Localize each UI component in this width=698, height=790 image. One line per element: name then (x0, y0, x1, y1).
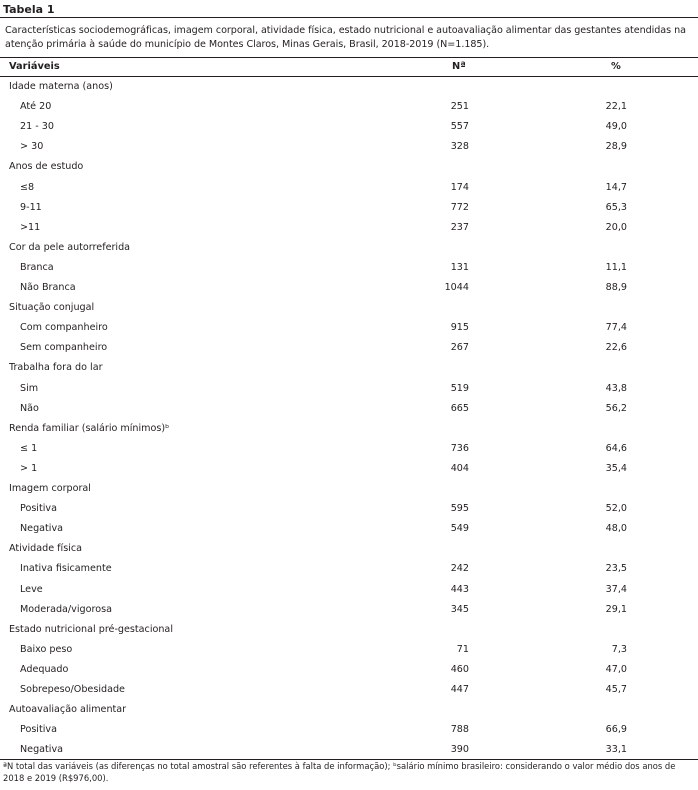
cell-pct: 29,1 (605, 604, 627, 615)
row-label: Sem companheiro (20, 342, 108, 353)
group-label: Idade materna (anos) (9, 81, 113, 92)
group-label: Renda familiar (salário mínimos)ᵇ (9, 423, 170, 434)
cell-pct: 20,0 (605, 222, 627, 233)
cell-n: 328 (450, 141, 469, 152)
row-label: Negativa (20, 744, 64, 755)
cell-n: 595 (450, 503, 469, 514)
row-label: Sim (20, 383, 39, 394)
cell-pct: 23,5 (605, 563, 627, 574)
table-row (0, 500, 698, 518)
cell-pct: 49,0 (605, 121, 627, 132)
cell-n: 915 (450, 322, 469, 333)
row-label: 21 - 30 (20, 121, 54, 132)
table-group-row (0, 540, 698, 558)
row-label: Sobrepeso/Obesidade (20, 684, 125, 695)
table-group-row (0, 359, 698, 377)
table-row (0, 199, 698, 217)
table-group-row (0, 621, 698, 639)
row-label: Baixo peso (20, 644, 73, 655)
cell-n: 131 (450, 262, 469, 273)
row-label: Inativa fisicamente (20, 563, 112, 574)
cell-pct: 33,1 (605, 744, 627, 755)
table-row (0, 741, 698, 759)
cell-pct: 22,1 (605, 101, 627, 112)
cell-pct: 22,6 (605, 342, 627, 353)
cell-pct: 7,3 (611, 644, 627, 655)
row-label: Positiva (20, 503, 57, 514)
table-group-row (0, 158, 698, 176)
row-label: Com companheiro (20, 322, 108, 333)
cell-n: 242 (450, 563, 469, 574)
header-n: Nª (452, 61, 466, 72)
group-label: Cor da pele autorreferida (9, 242, 131, 253)
row-label: Branca (20, 262, 54, 273)
table-group-row (0, 420, 698, 438)
cell-pct: 48,0 (605, 523, 627, 534)
row-label: Adequado (20, 664, 69, 675)
table-group-row (0, 299, 698, 317)
cell-pct: 65,3 (605, 202, 627, 213)
table-row (0, 721, 698, 739)
table-row (0, 520, 698, 538)
table-row (0, 118, 698, 136)
row-label: Moderada/vigorosa (20, 604, 112, 615)
table-row (0, 581, 698, 599)
cell-n: 557 (450, 121, 469, 132)
cell-pct: 47,0 (605, 664, 627, 675)
group-label: Imagem corporal (9, 483, 91, 494)
cell-pct: 45,7 (605, 684, 627, 695)
table-row (0, 380, 698, 398)
row-label: Até 20 (20, 101, 52, 112)
table-row (0, 440, 698, 458)
table-title: Tabela 1 (3, 3, 55, 16)
table-row (0, 400, 698, 418)
cell-pct: 64,6 (605, 443, 627, 454)
group-label: Atividade física (9, 543, 83, 554)
cell-pct: 56,2 (605, 403, 627, 414)
table-row (0, 138, 698, 156)
table-row (0, 601, 698, 619)
cell-pct: 43,8 (605, 383, 627, 394)
row-label: 9-11 (20, 202, 42, 213)
table-row (0, 98, 698, 116)
cell-pct: 28,9 (605, 141, 627, 152)
header-variable: Variáveis (9, 61, 60, 72)
table-group-row (0, 78, 698, 96)
table-bottom-rule (0, 759, 698, 760)
cell-pct: 88,9 (605, 282, 627, 293)
group-label: Situação conjugal (9, 302, 95, 313)
cell-pct: 52,0 (605, 503, 627, 514)
table-row (0, 179, 698, 197)
table-group-row (0, 239, 698, 257)
cell-n: 736 (450, 443, 469, 454)
row-label: > 30 (20, 141, 44, 152)
table-group-row (0, 701, 698, 719)
cell-n: 519 (450, 383, 469, 394)
title-rule (0, 17, 698, 18)
row-label: ≤8 (20, 182, 35, 193)
header-top-rule (0, 57, 698, 58)
table-row (0, 641, 698, 659)
row-label: Não (20, 403, 39, 414)
group-label: Anos de estudo (9, 161, 84, 172)
cell-pct: 66,9 (605, 724, 627, 735)
group-label: Autoavaliação alimentar (9, 704, 127, 715)
cell-n: 460 (450, 664, 469, 675)
cell-n: 549 (450, 523, 469, 534)
row-label: ≤ 1 (20, 443, 38, 454)
table-row (0, 681, 698, 699)
cell-n: 788 (450, 724, 469, 735)
cell-n: 345 (450, 604, 469, 615)
cell-n: 1044 (444, 282, 469, 293)
table-row (0, 219, 698, 237)
cell-n: 447 (450, 684, 469, 695)
cell-n: 390 (450, 744, 469, 755)
row-label: Positiva (20, 724, 57, 735)
row-label: > 1 (20, 463, 38, 474)
table-row (0, 560, 698, 578)
table-row (0, 661, 698, 679)
row-label: >11 (20, 222, 41, 233)
table-row (0, 460, 698, 478)
header-bottom-rule (0, 76, 698, 77)
table-group-row (0, 480, 698, 498)
cell-n: 174 (450, 182, 469, 193)
cell-n: 443 (450, 584, 469, 595)
header-pct: % (611, 61, 621, 72)
cell-n: 71 (456, 644, 469, 655)
cell-pct: 14,7 (605, 182, 627, 193)
cell-n: 237 (450, 222, 469, 233)
cell-n: 267 (450, 342, 469, 353)
table-row (0, 319, 698, 337)
row-label: Negativa (20, 523, 64, 534)
group-label: Trabalha fora do lar (9, 362, 103, 373)
table-footnote: ªN total das variáveis (as diferenças no total amostral são referentes à falta de informação); ᵇsalário mínimo brasileiro: considerando o valor médio dos anos de 2018 e 2019 (R$976,00). (3, 761, 676, 783)
row-label: Não Branca (20, 282, 76, 293)
cell-pct: 11,1 (605, 262, 627, 273)
cell-pct: 37,4 (605, 584, 627, 595)
row-label: Leve (20, 584, 43, 595)
table-caption: Características sociodemográficas, imagem corporal, atividade física, estado nutricional e autoavaliação alimentar das gestantes atendidas na atenção primária à saúde do município de Montes Claros, Minas Gerais, Brasil, 2018-2019 (N=1.185). (5, 25, 686, 50)
cell-n: 251 (450, 101, 469, 112)
cell-pct: 77,4 (605, 322, 627, 333)
group-label: Estado nutricional pré-gestacional (9, 624, 173, 635)
cell-n: 772 (450, 202, 469, 213)
cell-n: 404 (450, 463, 469, 474)
table-row (0, 339, 698, 357)
table-row (0, 279, 698, 297)
cell-n: 665 (450, 403, 469, 414)
cell-pct: 35,4 (605, 463, 627, 474)
table-row (0, 259, 698, 277)
